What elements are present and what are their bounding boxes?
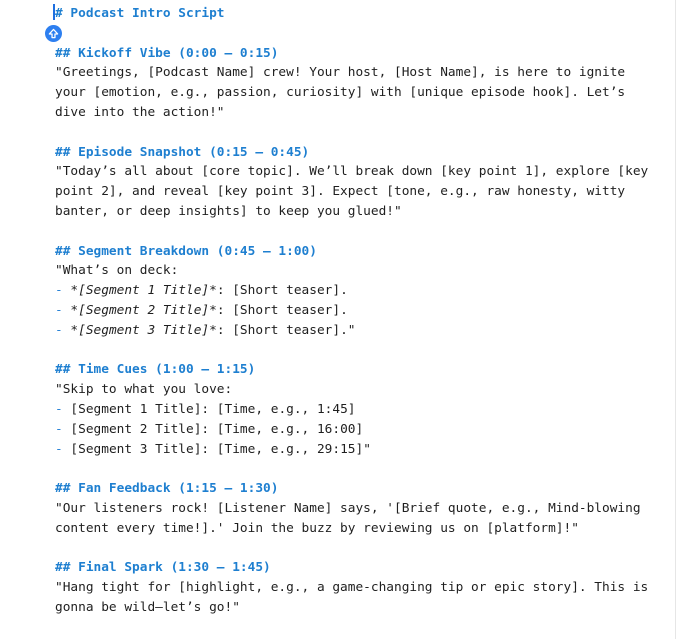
- list-item-label: *[Segment 3 Title]*: [70, 322, 217, 338]
- text-line: banter, or deep insights] to keep you glued!": [55, 203, 402, 219]
- list-item: [55, 400, 665, 420]
- editor-right-border: [675, 0, 676, 639]
- list-item-text: [Segment 1 Title]: [Time, e.g., 1:45]: [70, 401, 356, 417]
- text-line: "Today’s all about [core topic]. We’ll break down [key point 1], explore [key: [55, 164, 649, 180]
- section-heading-episode-snapshot: ## Episode Snapshot (0:15 – 0:45): [55, 144, 310, 160]
- text-line: point 2], and reveal [key point 3]. Expect [tone, e.g., raw honesty, witty: [55, 184, 626, 200]
- list-dash: -: [55, 441, 71, 457]
- list-item-text: : [Short teaser].": [216, 322, 356, 338]
- list-item-label: *[Segment 1 Title]*: [70, 283, 217, 299]
- section-heading-kickoff: ## Kickoff Vibe (0:00 – 0:15): [55, 45, 279, 61]
- text-line: "Our listeners rock! [Listener Name] says, '[Brief quote, e.g., Mind-blowing: [55, 500, 641, 516]
- list-dash: -: [55, 322, 71, 338]
- list-item: [55, 321, 665, 341]
- text-line: "Greetings, [Podcast Name] crew! Your host, [Host Name], is here to ignite: [55, 65, 626, 81]
- markdown-editor[interactable]: [55, 4, 665, 618]
- section-heading-segment-breakdown: ## Segment Breakdown (0:45 – 1:00): [55, 243, 317, 259]
- section-heading-final-spark: ## Final Spark (1:30 – 1:45): [55, 560, 271, 576]
- list-item-text: : [Short teaser].: [216, 283, 348, 299]
- list-dash: -: [55, 421, 71, 437]
- section-heading-fan-feedback: ## Fan Feedback (1:15 – 1:30): [55, 481, 279, 497]
- list-item: [55, 281, 665, 301]
- document-title: # Podcast Intro Script: [55, 6, 225, 21]
- text-line: "What’s on deck:: [55, 263, 179, 279]
- text-line: dive into the action!": [55, 104, 225, 120]
- text-line: "Skip to what you love:: [55, 382, 233, 398]
- list-item-text: [Segment 3 Title]: [Time, e.g., 29:15]": [70, 441, 371, 457]
- list-item-text: : [Short teaser].: [216, 302, 348, 318]
- section-heading-time-cues: ## Time Cues (1:00 – 1:15): [55, 362, 256, 378]
- list-item: [55, 440, 665, 460]
- list-dash: -: [55, 302, 71, 318]
- text-line: gonna be wild—let’s go!": [55, 599, 240, 615]
- list-item-text: [Segment 2 Title]: [Time, e.g., 16:00]: [70, 421, 364, 437]
- text-line: your [emotion, e.g., passion, curiosity] with [unique episode hook]. Let’s: [55, 85, 626, 101]
- list-dash: -: [55, 401, 71, 417]
- list-item-label: *[Segment 2 Title]*: [70, 302, 217, 318]
- list-dash: -: [55, 283, 71, 299]
- text-line: "Hang tight for [highlight, e.g., a game-changing tip or epic story]. This is: [55, 580, 649, 596]
- text-line: content every time!].' Join the buzz by reviewing us on [platform]!": [55, 520, 579, 536]
- list-item: [55, 301, 665, 321]
- list-item: [55, 420, 665, 440]
